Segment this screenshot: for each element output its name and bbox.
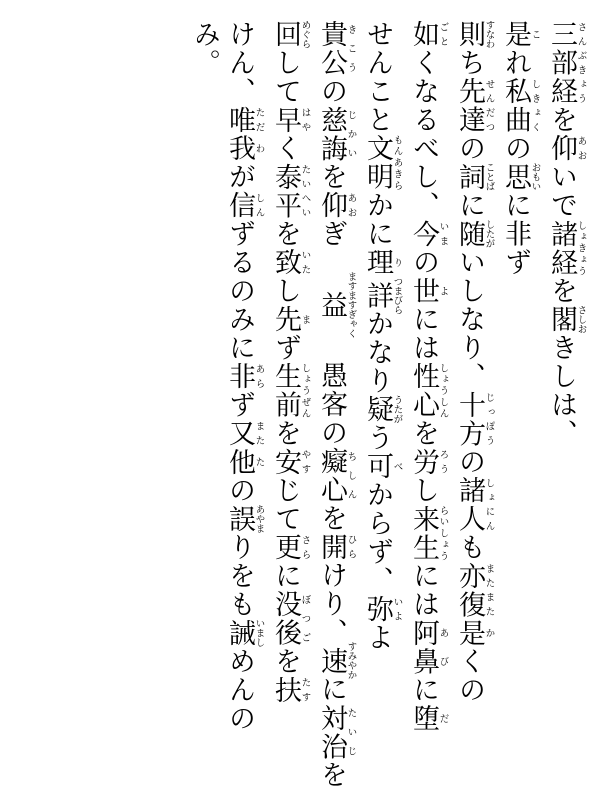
ruby-group: [271, 447, 311, 477]
ruby-group: [225, 447, 265, 477]
ruby-base: 如: [409, 20, 439, 49]
ruby-group: [225, 191, 265, 220]
ruby-base: 労: [409, 447, 439, 476]
ruby-reading: めぐら: [299, 20, 311, 49]
ruby-reading: よ: [437, 276, 449, 305]
ruby-base: 又: [225, 419, 255, 448]
text-run: めんの: [225, 647, 255, 733]
ruby-group: [455, 561, 495, 619]
text-run: じて: [271, 476, 301, 533]
ruby-group: [455, 618, 495, 648]
ruby-reading: おもい: [529, 162, 541, 191]
ruby-base: 則: [455, 20, 485, 49]
text-run: けん、: [225, 20, 255, 106]
text-run: を: [271, 419, 301, 448]
text-run: に非ず: [501, 191, 531, 277]
ruby-reading: しん: [253, 191, 265, 220]
ruby-base: 貴公: [317, 20, 347, 77]
ruby-group: [409, 362, 449, 419]
text-run: ぎ: [317, 219, 347, 277]
ruby-reading: ま: [299, 305, 311, 334]
ruby-group: [271, 162, 311, 220]
ruby-reading: か: [483, 618, 495, 647]
text-run: し: [271, 276, 301, 305]
ruby-group: [501, 77, 541, 134]
ruby-group: [409, 704, 449, 733]
ruby-base: 扶: [271, 675, 301, 704]
ruby-reading: だ: [437, 704, 449, 733]
text-run: を: [271, 647, 301, 676]
text-column: [402, 18, 448, 782]
ruby-group: [317, 105, 357, 163]
ruby-base: 信: [225, 191, 255, 220]
ruby-group: [271, 105, 311, 135]
ruby-group: [271, 305, 311, 334]
ruby-reading: いまし: [253, 618, 265, 647]
ruby-group: [317, 532, 357, 562]
ruby-base: 世: [409, 276, 439, 305]
ruby-base: 性心: [409, 362, 439, 419]
ruby-reading: しょにん: [483, 476, 495, 533]
text-run: の: [225, 476, 255, 505]
ruby-base: 誤: [225, 504, 255, 533]
text-run: を: [409, 419, 439, 448]
text-run: の: [317, 418, 347, 447]
ruby-base: 我: [225, 134, 255, 163]
ruby-base: 開: [317, 532, 347, 561]
text-column: [494, 18, 540, 782]
ruby-group: [271, 248, 311, 277]
ruby-group: [317, 20, 357, 77]
ruby-group: [455, 77, 495, 134]
text-run: を: [317, 760, 347, 789]
text-column: [540, 18, 586, 782]
ruby-group: [501, 162, 541, 192]
ruby-base: 安: [271, 447, 301, 476]
ruby-reading: きこう: [345, 20, 357, 77]
text-run: りをも: [225, 533, 255, 619]
text-run: ず: [225, 390, 255, 419]
text-run: きしは、: [547, 333, 577, 448]
text-run: には: [409, 561, 439, 619]
ruby-reading: しょうしん: [437, 362, 449, 419]
ruby-reading: すみやか: [345, 641, 357, 680]
ruby-reading: らいしょう: [437, 504, 449, 562]
text-run: 愚客: [317, 333, 347, 419]
ruby-group: [501, 20, 541, 49]
text-run: けり、: [317, 561, 347, 647]
ruby-reading: あお: [575, 134, 587, 163]
ruby-reading: ごと: [437, 20, 449, 49]
ruby-reading: いま: [437, 219, 449, 248]
text-run: く: [271, 134, 301, 163]
ruby-base: 回: [271, 20, 301, 49]
ruby-reading: いよ: [391, 594, 403, 624]
ruby-base: 諸経: [547, 219, 577, 277]
ruby-reading: じっぽう: [483, 390, 495, 448]
ruby-base: 随: [455, 219, 485, 248]
text-run: に: [271, 561, 301, 590]
ruby-reading: ぼつご: [299, 590, 311, 647]
ruby-reading: さんぶきょう: [575, 20, 587, 106]
text-run: して: [271, 48, 301, 106]
ruby-base: 詞: [455, 162, 485, 191]
text-run: れ: [501, 48, 531, 77]
ruby-base: 非: [225, 362, 255, 391]
ruby-group: [225, 362, 265, 391]
ruby-group: [271, 362, 311, 419]
ruby-group: [271, 533, 311, 562]
ruby-base: 閣: [547, 305, 577, 334]
ruby-reading: したが: [483, 219, 495, 248]
ruby-group: [363, 276, 403, 315]
ruby-group: [363, 248, 403, 277]
ruby-base: 早: [271, 105, 301, 134]
ruby-reading: さしお: [575, 305, 587, 334]
ruby-group: [317, 271, 357, 338]
ruby-group: [455, 162, 495, 192]
ruby-group: [409, 20, 449, 49]
ruby-reading: ただ: [253, 105, 265, 134]
ruby-reading: ことば: [483, 162, 495, 191]
text-run: いしなり、: [455, 248, 485, 391]
ruby-reading: しきょく: [529, 77, 541, 134]
ruby-base: 泰平: [271, 162, 301, 220]
ruby-base: 慈誨: [317, 105, 347, 163]
ruby-group: [363, 594, 403, 624]
ruby-reading: いた: [299, 248, 311, 277]
text-column: [172, 18, 218, 782]
ruby-group: [363, 452, 403, 481]
ruby-reading: すなわ: [483, 20, 495, 49]
ruby-group: [547, 134, 587, 163]
ruby-base: 十方: [455, 390, 485, 448]
ruby-base: 致: [271, 248, 301, 277]
ruby-group: [271, 675, 311, 705]
ruby-group: [409, 447, 449, 477]
ruby-base: 疑: [363, 395, 393, 424]
ruby-base: 先: [271, 305, 301, 334]
ruby-group: [455, 390, 495, 448]
ruby-group: [547, 20, 587, 106]
ruby-base: 対治: [317, 703, 347, 761]
text-run: せんこと: [363, 20, 393, 134]
ruby-group: [225, 618, 265, 648]
ruby-group: [363, 395, 403, 424]
text-run: の: [409, 248, 439, 277]
ruby-group: [317, 191, 357, 220]
ruby-reading: また: [253, 419, 265, 448]
ruby-base: 来生: [409, 504, 439, 562]
text-run: を: [271, 219, 301, 248]
ruby-group: [317, 703, 357, 761]
ruby-reading: あお: [345, 191, 357, 220]
ruby-group: [409, 276, 449, 306]
text-run: し: [409, 476, 439, 505]
ruby-reading: あら: [253, 362, 265, 391]
ruby-base: 弥: [363, 594, 393, 624]
ruby-reading: もんあきら: [391, 134, 403, 191]
ruby-reading: うたが: [391, 395, 403, 424]
ruby-group: [455, 476, 495, 533]
ruby-reading: ますますぎゃく: [345, 271, 357, 338]
ruby-group: [409, 504, 449, 562]
ruby-reading: たす: [299, 675, 311, 704]
ruby-base: 他: [225, 447, 255, 476]
text-run: ず: [271, 333, 301, 362]
text-column: [264, 18, 310, 782]
text-run: に: [455, 191, 485, 220]
text-run: ち: [455, 48, 485, 77]
ruby-reading: り: [391, 248, 403, 277]
ruby-group: [225, 419, 265, 448]
text-run: の: [317, 77, 347, 106]
text-run: が: [225, 162, 255, 191]
text-column: [356, 18, 402, 782]
text-run: からず、: [363, 480, 393, 595]
text-run: よ: [363, 623, 393, 652]
ruby-reading: たいへい: [299, 162, 311, 220]
ruby-base: 没後: [271, 590, 301, 647]
ruby-group: [455, 219, 495, 249]
ruby-group: [363, 134, 403, 191]
ruby-reading: ろう: [437, 447, 449, 476]
ruby-base: 速: [317, 641, 347, 680]
ruby-base: 亦復: [455, 561, 485, 619]
text-run: の: [455, 134, 485, 163]
ruby-reading: またまた: [483, 561, 495, 619]
ruby-reading: あやま: [253, 504, 265, 533]
ruby-group: [271, 20, 311, 49]
text-run: を: [317, 504, 347, 533]
ruby-reading: さら: [299, 533, 311, 562]
text-run: に: [317, 675, 347, 704]
ruby-base: 唯: [225, 105, 255, 134]
ruby-reading: ひら: [345, 532, 357, 561]
ruby-reading: しょうぜん: [299, 362, 311, 419]
ruby-base: 諸人: [455, 476, 485, 533]
text-column: [448, 18, 494, 782]
ruby-reading: たいじ: [345, 703, 357, 761]
ruby-base: 益: [317, 271, 347, 338]
ruby-reading: しょきょう: [575, 219, 587, 277]
ruby-base: 先達: [455, 77, 485, 134]
ruby-base: 生前: [271, 362, 301, 419]
ruby-base: 仰: [547, 134, 577, 163]
text-run: を: [317, 162, 347, 191]
ruby-base: 癡心: [317, 447, 347, 504]
ruby-base: 三部経: [547, 20, 577, 106]
ruby-base: 詳: [363, 276, 393, 315]
ruby-reading: つまびら: [391, 276, 403, 315]
ruby-base: 思: [501, 162, 531, 191]
ruby-base: 私曲: [501, 77, 531, 134]
ruby-base: 是: [455, 618, 485, 647]
text-run: かに: [363, 191, 393, 248]
ruby-reading: べ: [391, 452, 403, 481]
text-run: う: [363, 423, 393, 453]
ruby-group: [455, 20, 495, 49]
text-run: を: [547, 105, 577, 134]
text-run: も: [455, 533, 485, 562]
vertical-text-body: [14, 18, 587, 789]
text-run: に: [409, 675, 439, 704]
ruby-group: [271, 590, 311, 647]
ruby-base: 仰: [317, 191, 347, 220]
text-run: の: [455, 447, 485, 476]
ruby-group: [225, 134, 265, 163]
ruby-group: [317, 447, 357, 504]
ruby-reading: わ: [253, 134, 265, 163]
ruby-group: [317, 641, 357, 680]
text-run: には: [409, 305, 439, 362]
ruby-reading: た: [253, 447, 265, 476]
ruby-group: [547, 219, 587, 277]
text-run: の: [501, 134, 531, 163]
ruby-reading: あび: [437, 618, 449, 676]
ruby-group: [547, 305, 587, 334]
ruby-group: [225, 504, 265, 534]
ruby-group: [409, 219, 449, 249]
ruby-base: 理: [363, 248, 393, 277]
text-run: み。: [190, 20, 220, 77]
ruby-reading: ちしん: [345, 447, 357, 504]
ruby-reading: じかい: [345, 105, 357, 163]
ruby-base: 是: [501, 20, 531, 49]
text-column: [310, 18, 357, 789]
ruby-base: 今: [409, 219, 439, 248]
ruby-base: 誡: [225, 618, 255, 647]
ruby-reading: こ: [529, 20, 541, 49]
ruby-base: 更: [271, 533, 301, 562]
text-run: くの: [455, 647, 485, 704]
ruby-base: 阿鼻: [409, 618, 439, 676]
ruby-group: [225, 105, 265, 135]
ruby-group: [409, 618, 449, 676]
ruby-reading: はや: [299, 105, 311, 134]
text-run: を: [547, 276, 577, 305]
ruby-base: 可: [363, 452, 393, 481]
text-run: いで: [547, 162, 577, 220]
ruby-base: 文明: [363, 134, 393, 191]
ruby-base: 堕: [409, 704, 439, 733]
ruby-reading: せんだつ: [483, 77, 495, 134]
text-column: [218, 18, 264, 782]
text-run: ずるのみに: [225, 219, 255, 362]
text-run: かなり: [363, 309, 393, 396]
ruby-reading: やす: [299, 447, 311, 476]
text-run: くなるべし、: [409, 48, 439, 220]
